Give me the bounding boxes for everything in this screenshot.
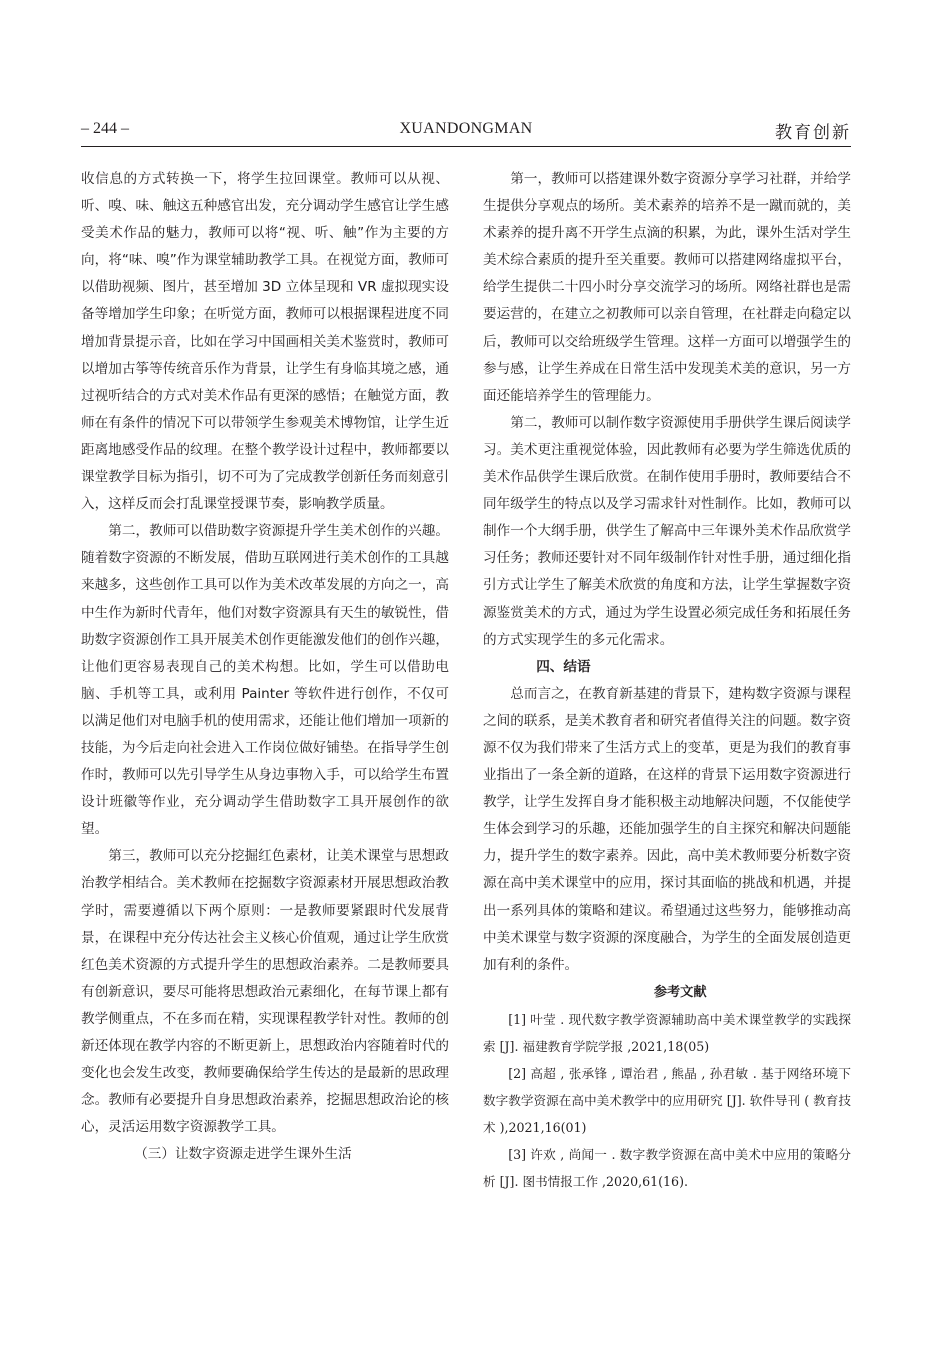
paragraph: 第三，教师可以充分挖掘红色素材，让美术课堂与思想政治教学相结合。美术教师在挖掘数字资源素材开展思想政治教学时，需要遵循以下两个原则：一是教师要紧跟时代发展背景，在课程中充分传达社会主义核心价值观，通过让学生欣赏红色美术资源的方式提升学生的思想政治素养。二是教师要具有创新意识，要尽可能将思想政治元素细化，在每节课上都有教学侧重点，不在多而在精，实现课程教学针对性。教师的创新还体现在教学内容的不断更新上，思想政治内容随着时代的变化也会发生改变，教师要确保给学生传达的是最新的思政理念。教师有必要提升自身思想政治素养，挖掘思想政治论的核心，灵活运用数字资源教学工具。 [81,848,449,1136]
paragraph: 总而言之，在教育新基建的背景下，建构数字资源与课程之间的联系，是美术教育者和研究者值得关注的问题。数字资源不仅为我们带来了生活方式上的变革，更是为我们的教育事业指出了一条全新的道路，在这样的背景下运用数字资源进行教学，让学生发挥自身才能积极主动地解决问题，不仅能使学生体会到学习的乐趣，还能加强学生的自主探究和解决问题能力，提升学生的数字素养。因此，高中美术教师要分析数字资源在高中美术课堂中的应用，探讨其面临的挑战和机遇，并提出一系列具体的策略和建议。希望通过这些努力，能够推动高中美术课堂与数字资源的深度融合，为学生的全面发展创造更加有利的条件。 [483,685,851,973]
paragraph: 第一，教师可以搭建课外数字资源分享学习社群，并给学生提供分享观点的场所。美术素养的培养不是一蹴而就的，美术素养的提升离不开学生点滴的积累，为此，课外生活对学生美术综合素质的提升至关重要。教师可以搭建网络虚拟平台，给学生提供二十四小时分享交流学习的场所。网络社群也是需要运营的，在建立之初教师可以亲自管理，在社群走向稳定以后，教师可以交给班级学生管理。这样一方面可以增强学生的参与感，让学生养成在日常生活中发现美术美的意识，另一方面还能培养学生的管理能力。 [483,171,851,404]
paragraph: 收信息的方式转换一下，将学生拉回课堂。教师可以从视、听、嗅、味、触这五种感官出发，充分调动学生感官让学生感受美术作品的魅力，教师可以将“视、听、触”作为主要的方向，将“味、嗅”作为课堂辅助教学工具。在视觉方面，教师可以借助视频、图片，甚至增加 3D 立体呈现和 VR 虚拟现实设备等增加学生印象；在听觉方面，教师可以根据课程进度不同增加背景提示音，比如在学习中国画相关美术鉴赏时，教师可以增加古筝等传统音乐作为背景，让学生有身临其境之感，通过视听结合的方式对美术作品有更深的感悟；在触觉方面，教师在有条件的情况下可以带领学生参观美术博物馆，让学生近距离地感受作品的纹理。在整个教学设计过程中，教师都要以课堂教学目标为指引，切不可为了完成教学创新任务而刻意引入，这样反而会打乱课堂授课节奏，影响教学质量。 [81,171,449,513]
references-title: 参考文献 [653,984,707,1000]
header-rule [81,146,851,147]
paragraph: 第二，教师可以制作数字资源使用手册供学生课后阅读学习。美术更注重视觉体验，因此教师有必要为学生筛选优质的美术作品供学生课后欣赏。在制作使用手册时，教师要结合不同年级学生的特点以及学习需求针对性制作。比如，教师可以制作一个大纲手册，供学生了解高中三年课外美术作品欣赏学习任务；教师还要针对不同年级制作针对性手册，通过细化指引方式让学生了解美术欣赏的角度和方法，让学生掌握数字资源鉴赏美术的方式，通过为学生设置必须完成任务和拓展任务的方式实现学生的多元化需求。 [483,414,851,648]
journal-title: XUANDONGMAN [399,120,533,137]
reference-item: [3] 许欢 , 尚闻一 . 数字教学资源在高中美术中应用的策略分析 [J]. 图书情报工作 ,2020,61(16). [483,1147,851,1190]
section-heading: 四、结语 [536,658,591,675]
right-column [483,166,851,1196]
reference-item: [1] 叶莹 . 现代数字教学资源辅助高中美术课堂教学的实践探索 [J]. 福建教育学院学报 ,2021,18(05) [483,1011,851,1054]
column-name: 教育创新 [775,123,851,142]
section-subheading: （三）让数字资源走进学生课外生活 [134,1146,352,1163]
reference-item: [2] 高超 , 张承锋 , 谭治君 , 熊晶 , 孙君敏 . 基于网络环境下数字教学资源在高中美术教学中的应用研究 [J]. 软件导刊 ( 教育技术 ),2021,16(01) [483,1066,851,1136]
page-number: – 244 – [81,120,129,137]
page-header [81,120,851,142]
left-column [81,166,449,1168]
paragraph: 第二，教师可以借助数字资源提升学生美术创作的兴趣。随着数字资源的不断发展，借助互联网进行美术创作的工具越来越多，这些创作工具可以作为美术改革发展的方向之一，高中生作为新时代青年，他们对数字资源具有天生的敏锐性，借助数字资源创作工具开展美术创作更能激发他们的创作兴趣，让他们更容易表现自己的美术构想。比如，学生可以借助电脑、手机等工具，或利用 Painter 等软件进行创作，不仅可以满足他们对电脑手机的使用需求，还能让他们增加一项新的技能，为今后走向社会进入工作岗位做好铺垫。在指导学生创作时，教师可以先引导学生从身边事物入手，可以给学生布置设计班徽等作业，充分调动学生借助数字工具开展创作的欲望。 [81,523,449,838]
